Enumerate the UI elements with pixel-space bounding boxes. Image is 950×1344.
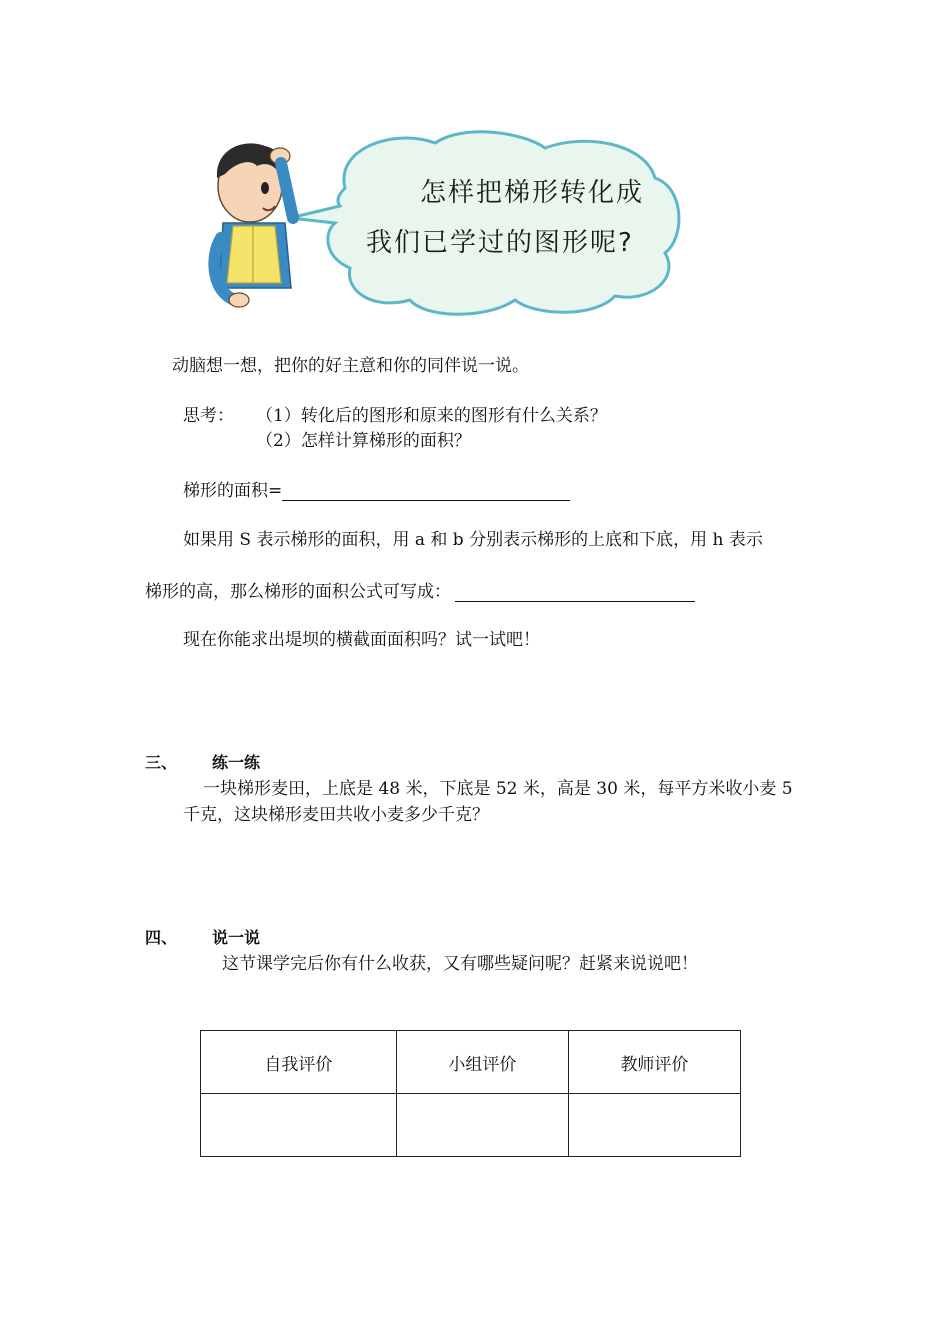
bubble-text-line2: 我们已学过的图形呢?: [366, 228, 634, 258]
header-group-evaluation: 小组评价: [396, 1031, 568, 1094]
header-self-evaluation: 自我评价: [201, 1031, 397, 1094]
table-header-row: [201, 1031, 741, 1094]
area-answer-blank[interactable]: [282, 482, 570, 501]
self-evaluation-cell[interactable]: [201, 1094, 397, 1157]
section4-title: 说一说: [212, 928, 261, 947]
section3-problem-line1: 一块梯形麦田，上底是 48 米，下底是 52 米，高是 30 米，每平方米收小麦 5: [203, 779, 793, 799]
formula-text-line2: 梯形的高，那么梯形的面积公式可写成：: [145, 582, 451, 602]
section3-problem-line2: 千克，这块梯形麦田共收小麦多少千克？: [183, 805, 489, 825]
teacher-evaluation-cell[interactable]: [568, 1094, 740, 1157]
bubble-text-line1: 怎样把梯形转化成: [420, 178, 645, 208]
area-formula-line: [183, 476, 570, 501]
evaluation-table: [200, 1030, 741, 1157]
table-row: [201, 1094, 741, 1157]
think-question-1: （1）转化后的图形和原来的图形有什么关系？: [256, 406, 607, 426]
section4-prompt: 这节课学完后你有什么收获，又有哪些疑问呢？赶紧来说说吧！: [222, 954, 698, 974]
intro-text: 动脑想一想，把你的好主意和你的同伴说一说。: [172, 356, 529, 376]
section3-title: 练一练: [212, 753, 261, 772]
area-label: 梯形的面积=: [183, 481, 283, 501]
think-question-2: （2）怎样计算梯形的面积？: [256, 431, 471, 451]
challenge-text: 现在你能求出堤坝的横截面面积吗？试一试吧！: [183, 630, 540, 650]
section4-number: 四、: [145, 928, 178, 947]
formula-text-line1: 如果用 S 表示梯形的面积，用 a 和 b 分别表示梯形的上底和下底，用 h 表示: [183, 530, 763, 550]
boy-figure: [214, 143, 293, 307]
formula-answer-blank[interactable]: [455, 583, 695, 602]
formula-text-line2-row: [145, 577, 695, 602]
group-evaluation-cell[interactable]: [396, 1094, 568, 1157]
header-teacher-evaluation: 教师评价: [568, 1031, 740, 1094]
section3-number: 三、: [145, 753, 178, 772]
think-label: 思考：: [183, 406, 234, 426]
